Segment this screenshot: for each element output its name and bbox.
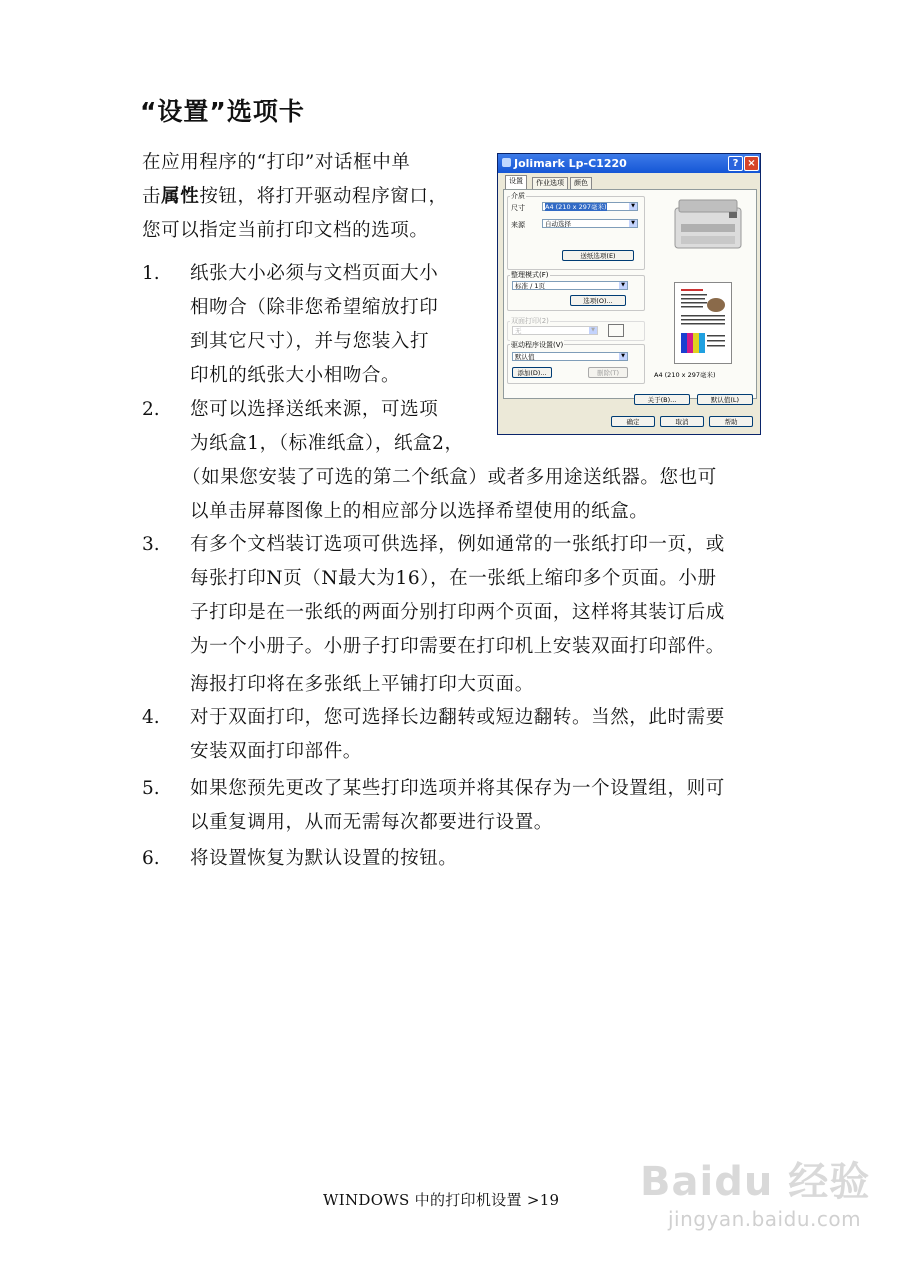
list-item: 您可以选择送纸来源，可选项 为纸盒1，（标准纸盒），纸盒2， （如果您安装了可选的第二个纸盒）或者多用途送纸器。您也可 以单击屏幕图像上的相应部分以选择希望使用的纸盒。 [182,399,717,522]
duplex-select[interactable]: 无 ▼ [512,326,598,335]
chevron-down-icon: ▼ [619,353,627,360]
item-number: 5. [142,778,160,799]
tab-settings[interactable]: 设置 [505,175,527,190]
intro-line: 在应用程序的“打印”对话框中单 [142,152,411,173]
size-label: 尺寸 [511,204,525,212]
printer-image[interactable] [669,194,747,256]
page-footer: WINDOWS 中的打印机设置 >19 [323,1191,560,1209]
tab-job-options[interactable]: 作业选项 [532,177,568,189]
dialog-titlebar [498,154,760,173]
item-number: 2. [142,399,160,420]
default-button[interactable]: 默认值(L) [697,394,753,405]
bold-term: 属性 [161,186,200,207]
duplex-group-label: 双面打印(2) [511,317,549,325]
item-number: 3. [142,534,160,555]
duplex-book-icon [608,324,624,337]
finishing-select[interactable]: 标准 / 1页 ▼ [512,281,628,290]
printer-app-icon [502,158,511,167]
driver-settings-label: 驱动程序设置(V) [511,341,564,349]
baidu-watermark-url: jingyan.baidu.com [668,1207,862,1231]
list-item: 有多个文档装订选项可供选择，例如通常的一张纸打印一页，或 每张打印N页（N最大为16），在一张纸上缩印多个页面。小册 子打印是在一张纸的两面分别打印两个页面，这样将其装订后成 为一个小册子。小册子打印需要在打印机上安装双面打印部件。 海报打印将在多张纸上平铺打印大页面。 [190,534,725,695]
chevron-down-icon: ▼ [619,282,627,289]
driver-settings-select[interactable]: 默认值 ▼ [512,352,628,361]
size-select[interactable]: A4 (210 x 297毫米) ▼ [542,202,638,211]
dialog-title: Jolimark Lp-C1220 [514,157,627,170]
add-button[interactable]: 添加(D)... [512,367,552,378]
finishing-group-label: 整理模式(F) [511,271,549,279]
ok-button[interactable]: 确定 [611,416,655,427]
page-title: “设置”选项卡 [140,97,305,126]
source-select[interactable]: 自动选择 ▼ [542,219,638,228]
item-number: 1. [142,263,160,284]
item-number: 6. [142,848,160,869]
intro-paragraph [142,146,477,248]
close-icon[interactable]: × [744,156,759,171]
settings-panel [503,189,757,399]
paper-size-text: A4 (210 x 297毫米) [654,371,716,379]
list-item: 纸张大小必须与文档页面大小 相吻合（除非您希望缩放打印 到其它尺寸），并与您装入打 印机的纸张大小相吻合。 [190,263,439,386]
intro-line: 击属性按钮，将打开驱动程序窗口， [142,186,448,207]
about-button[interactable]: 关于(B)... [634,394,690,405]
help-icon[interactable]: ? [728,156,743,171]
baidu-watermark-logo: Baidu 经验 [640,1159,871,1205]
page-preview-image [674,282,732,364]
intro-line: 您可以指定当前打印文档的选项。 [142,220,429,241]
printer-properties-dialog [497,153,761,435]
options-button[interactable]: 选项(O)... [570,295,626,306]
chevron-down-icon: ▼ [589,327,597,334]
list-item: 如果您预先更改了某些打印选项并将其保存为一个设置组，则可 以重复调用，从而无需每次都要进行设置。 [190,778,725,833]
list-item: 将设置恢复为默认设置的按钮。 [190,848,458,869]
cancel-button[interactable]: 取消 [660,416,704,427]
delete-button[interactable]: 删除(T) [588,367,628,378]
source-label: 来源 [511,221,525,229]
item-number: 4. [142,707,160,728]
help-button[interactable]: 帮助 [709,416,753,427]
chevron-down-icon: ▼ [629,220,637,227]
chevron-down-icon: ▼ [629,203,637,210]
feed-options-button[interactable]: 送纸选项(E) [562,250,634,261]
tab-color[interactable]: 颜色 [570,177,592,189]
list-item: 对于双面打印，您可选择长边翻转或短边翻转。当然，此时需要 安装双面打印部件。 [190,707,725,762]
media-group-label: 介质 [511,192,525,200]
